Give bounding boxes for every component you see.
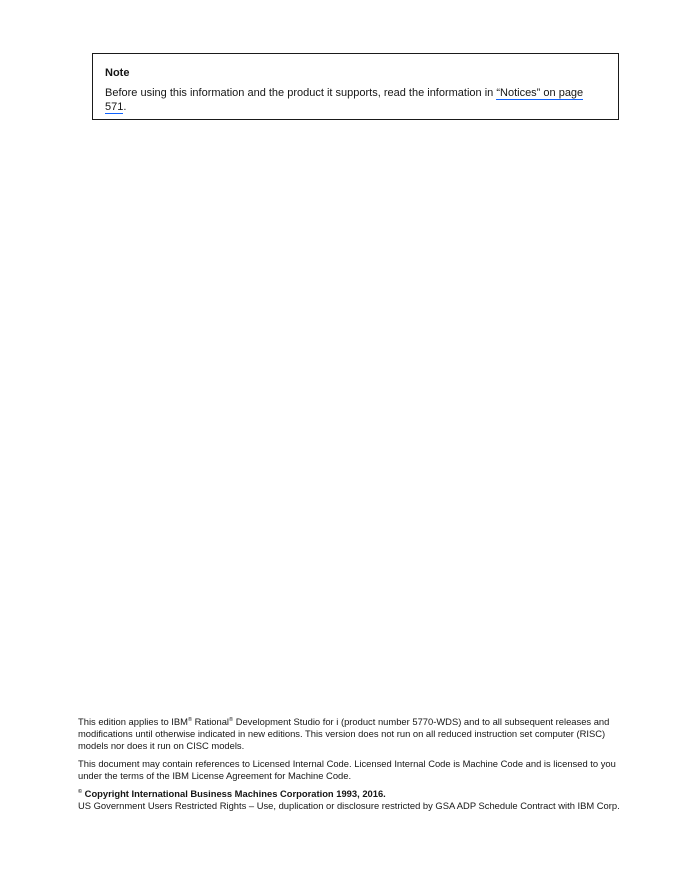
copyright-line xyxy=(78,788,623,800)
note-text-after: . xyxy=(123,101,127,113)
note-text xyxy=(105,86,606,114)
registered-mark: ® xyxy=(187,716,193,723)
edition-paragraph xyxy=(78,716,623,752)
edition-part3: Development Studio for i (product number 5770-WDS) and to all subsequent releases and modifications until otherwise indicated in new editions. This version does not run on all reduced instruction set computer (RISC) models nor does it run on CISC models. xyxy=(78,716,610,751)
licensed-code-paragraph: This document may contain references to Licensed Internal Code. Licensed Internal Code is Machine Code and is licensed to you under the terms of the IBM License Agreement for Machine Code. xyxy=(78,758,616,781)
notices-link[interactable]: “Notices” on page 571 xyxy=(105,87,584,113)
copyright-symbol: © xyxy=(78,788,83,795)
note-text-before: Before using this information and the product it supports, read the information in xyxy=(105,87,497,99)
registered-mark: ® xyxy=(229,716,234,723)
copyright-text: Copyright International Business Machines Corporation 1993, 2016. xyxy=(82,788,386,799)
restricted-rights: US Government Users Restricted Rights – Use, duplication or disclosure restricted by GSA ADP Schedule Contract with IBM Corp. xyxy=(78,800,620,811)
note-title: Note xyxy=(105,67,130,79)
edition-part1: This edition applies to IBM xyxy=(78,716,188,727)
note-box xyxy=(92,53,619,120)
edition-notice xyxy=(78,716,623,812)
edition-part2: Rational xyxy=(192,716,230,727)
